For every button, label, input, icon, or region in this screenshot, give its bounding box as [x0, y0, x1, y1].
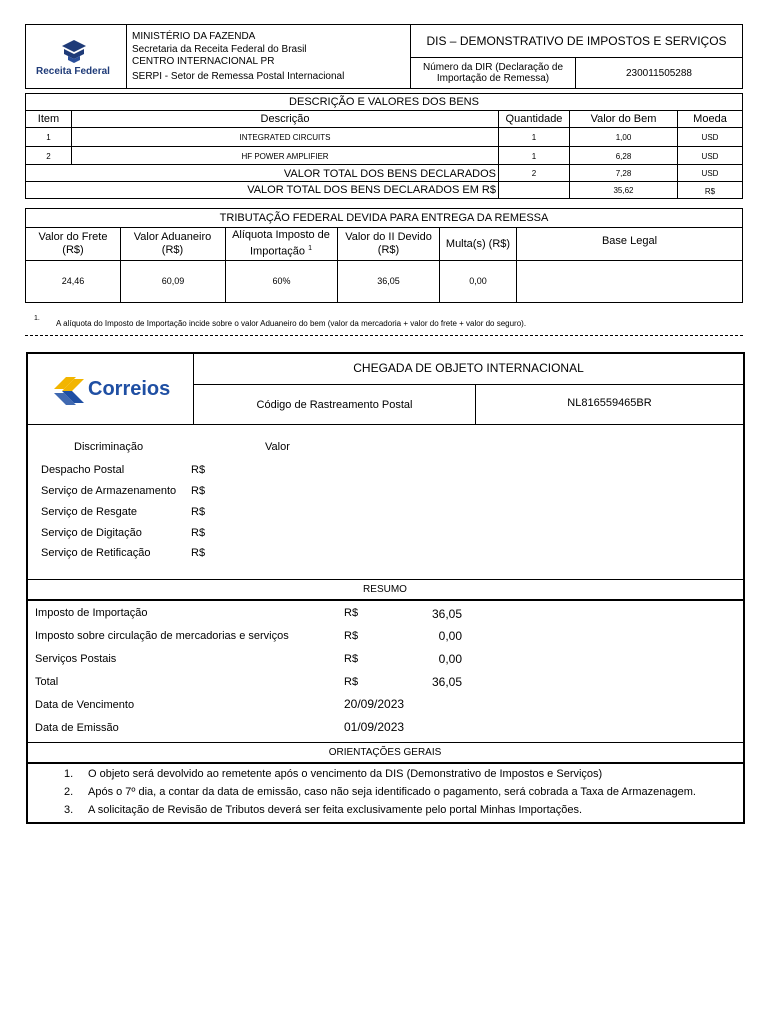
divider [25, 227, 743, 228]
goods-title: DESCRIÇÃO E VALORES DOS BENS [289, 96, 479, 108]
service-currency: R$ [191, 464, 206, 476]
dir-number: 230011505288 [626, 67, 692, 79]
secretariat-text: Secretaria da Receita Federal do Brasil [132, 44, 307, 55]
table-row-item: 1 [46, 132, 51, 142]
guideline-number: 1. [64, 768, 74, 780]
service-currency: R$ [191, 547, 206, 559]
issue-date-value: 01/09/2023 [344, 720, 405, 734]
col-currency-header: Moeda [693, 113, 727, 125]
rate-header [226, 229, 336, 259]
due-date-value: 20/09/2023 [344, 697, 405, 711]
doc-title: DIS – DEMONSTRATIVO DE IMPOSTOS E SERVIÇOS [426, 34, 727, 48]
due-header: Valor do II Devido (R$) [345, 231, 432, 256]
total-brl-label: VALOR TOTAL DOS BENS DECLARADOS EM R$ [247, 184, 496, 196]
fine-value: 0,00 [469, 276, 487, 286]
table-row-qty: 1 [531, 132, 537, 142]
rate-value: 60% [272, 276, 291, 286]
guideline-text: Após o 7º dia, a contar da data de emissão, caso não seja identificado o pagamento, será cobrada a Taxa de Armazenagem. [88, 786, 696, 798]
summary-title: RESUMO [363, 584, 407, 595]
customs-value-header: Valor Aduaneiro (R$) [133, 231, 212, 256]
ministry-text: MINISTÉRIO DA FAZENDA [132, 31, 256, 42]
total-value: 7,28 [615, 169, 632, 178]
total-label: VALOR TOTAL DOS BENS DECLARADOS [283, 167, 496, 180]
rate-header-text: Alíquota Imposto de Importação [232, 229, 330, 258]
divider [27, 424, 744, 425]
total-qty: 2 [531, 169, 537, 178]
service-label: Serviço de Resgate [41, 506, 137, 518]
table-row-currency: USD [701, 132, 719, 142]
total-currency: USD [701, 169, 719, 178]
rate-footnote-mark: 1 [308, 245, 312, 253]
total-brl-value: 35,62 [613, 185, 634, 195]
receita-logo-text: Receita Federal [36, 66, 110, 77]
guideline-number: 2. [64, 786, 74, 798]
dir-label: Número da DIR (Declaração de Importação de Remessa) [422, 62, 564, 84]
summary-currency: R$ [344, 630, 359, 642]
summary-value: 0,00 [438, 652, 462, 666]
summary-label: Serviços Postais [35, 653, 117, 665]
issue-date-label: Data de Emissão [35, 722, 119, 734]
freight-value: 24,46 [61, 276, 85, 286]
correios-title: CHEGADA DE OBJETO INTERNACIONAL [353, 361, 584, 375]
col-item-header: Item [37, 113, 60, 125]
col-desc-header: Descrição [260, 113, 310, 125]
legal-basis-header: Base Legal [601, 235, 658, 247]
total-brl-currency: R$ [704, 186, 716, 196]
due-date-label: Data de Vencimento [35, 699, 135, 711]
table-row-item: 2 [46, 151, 51, 161]
legal-basis-value [517, 261, 742, 301]
col-qty-header: Quantidade [505, 113, 563, 125]
col-value-header: Valor do Bem [590, 113, 657, 125]
table-row-currency: USD [701, 151, 719, 161]
guideline-text: O objeto será devolvido ao remetente após o vencimento da DIS (Demonstrativo de Impostos e Serviços) [88, 768, 603, 780]
table-row-value: 1,00 [615, 132, 632, 142]
guideline-number: 3. [64, 804, 74, 816]
tracking-label: Código de Rastreamento Postal [256, 398, 413, 411]
summary-value: 36,05 [431, 607, 462, 621]
freight-header: Valor do Frete (R$) [38, 231, 108, 256]
fine-header: Multa(s) (R$) [445, 238, 511, 250]
summary-label: Imposto de Importação [35, 607, 148, 619]
footnote-text: A alíquota do Imposto de Importação incide sobre o valor Aduaneiro do bem (valor da mercadoria + valor do frete + valor do seguro). [56, 319, 527, 328]
guideline-text: A solicitação de Revisão de Tributos deverá ser feita exclusivamente pelo portal Minhas Importações. [88, 804, 583, 816]
correios-logo [50, 372, 175, 408]
summary-value: 0,00 [438, 629, 462, 643]
table-row-qty: 1 [531, 151, 537, 161]
receita-logo [30, 32, 120, 80]
table-row-desc: INTEGRATED CIRCUITS [239, 132, 331, 142]
service-currency: R$ [191, 506, 206, 518]
value-header: Valor [265, 441, 290, 453]
table-row-value: 6,28 [615, 151, 632, 161]
service-label: Despacho Postal [41, 464, 125, 476]
divider [27, 599, 744, 601]
customs-value: 60,09 [161, 276, 185, 286]
tax-title: TRIBUTAÇÃO FEDERAL DEVIDA PARA ENTREGA DA REMESSA [219, 212, 549, 224]
summary-currency: R$ [344, 607, 359, 619]
service-label: Serviço de Digitação [41, 527, 142, 539]
divider [27, 762, 744, 764]
footnote-number: 1. [34, 315, 40, 322]
center-text: CENTRO INTERNACIONAL PR [132, 56, 275, 67]
summary-currency: R$ [344, 676, 359, 688]
table-row-desc: HF POWER AMPLIFIER [241, 151, 329, 161]
service-currency: R$ [191, 485, 206, 497]
guidelines-title: ORIENTAÇÕES GERAIS [328, 747, 442, 758]
disc-header: Discriminação [74, 441, 144, 453]
due-value: 36,05 [377, 276, 400, 286]
divider [126, 24, 127, 89]
summary-label: Total [35, 676, 59, 688]
cut-line [25, 335, 743, 336]
service-label: Serviço de Armazenamento [41, 485, 177, 497]
service-label: Serviço de Retificação [41, 547, 151, 559]
sector-text: SERPI - Setor de Remessa Postal Internacional [132, 71, 345, 82]
summary-label: Imposto sobre circulação de mercadorias e serviços [35, 630, 289, 642]
service-currency: R$ [191, 527, 206, 539]
summary-currency: R$ [344, 653, 359, 665]
tracking-code: NL816559465BR [567, 397, 652, 409]
correios-logo-text: Correios [88, 378, 171, 400]
correios-logo-icon [52, 375, 86, 405]
summary-value: 36,05 [431, 675, 462, 689]
